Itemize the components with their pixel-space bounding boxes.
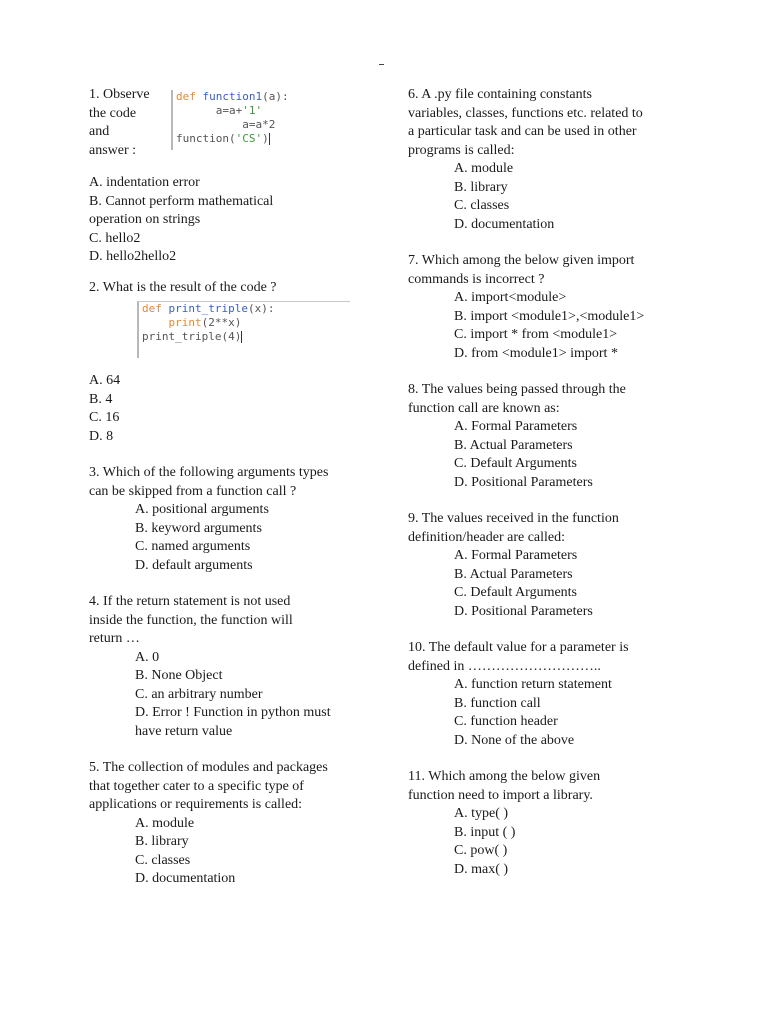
option: A. Formal Parameters [454, 548, 578, 563]
question-10-options [408, 676, 688, 750]
question-2 [89, 279, 379, 447]
question-7 [408, 252, 688, 363]
question-5-text: 5. The collection of modules and packages that together cater to a specific type of applications or requirements is called: [89, 760, 328, 812]
option: C. function header [454, 714, 558, 729]
question-1-options [89, 174, 379, 267]
left-column [89, 86, 379, 907]
code-line: a=a+'1' [215, 104, 263, 117]
option: B. function call [454, 695, 541, 711]
question-3-options [89, 501, 379, 575]
code-line: function('CS') [176, 132, 269, 145]
question-2-options [89, 372, 379, 446]
option: A. positional arguments [135, 502, 269, 517]
question-6-text: 6. A .py file containing constants variables, classes, functions etc. related to a particular task and can be used in other programs is called: [408, 87, 643, 158]
option: B. Actual Parameters [454, 437, 573, 453]
question-3-text: 3. Which of the following arguments types can be skipped from a function call ? [89, 465, 329, 499]
option: B. Cannot perform mathematical [89, 193, 274, 209]
question-1 [89, 86, 379, 267]
option: D. max( ) [454, 861, 509, 877]
option: C. import * from <module1> [454, 327, 618, 342]
question-8-options [408, 418, 688, 492]
question-1-label: 1. Observe the code and answer : [89, 87, 150, 158]
option: B. 4 [89, 391, 113, 407]
option: C. classes [135, 852, 191, 868]
code-line: print_triple(4) [142, 330, 242, 343]
option: A. indentation error [89, 175, 200, 190]
option: D. documentation [135, 871, 236, 886]
option: D. None of the above [454, 732, 575, 748]
option: C. named arguments [135, 539, 251, 554]
option: B. library [135, 834, 189, 849]
question-1-code [171, 90, 289, 150]
option: A. import<module> [454, 290, 567, 305]
option: D. Error ! Function in python must [135, 705, 331, 720]
option: C. classes [454, 198, 510, 213]
option: D. default arguments [135, 557, 253, 573]
question-9-text: 9. The values received in the function definition/header are called: [408, 511, 619, 545]
question-9 [408, 510, 688, 621]
question-11-options [408, 805, 688, 879]
question-5 [89, 759, 379, 889]
question-2-code [137, 301, 350, 358]
question-4-options [89, 649, 379, 742]
question-4 [89, 593, 379, 741]
code-line: def print_triple(x): [142, 302, 275, 315]
option: D. Positional Parameters [454, 474, 593, 490]
option: A. type( ) [454, 806, 509, 821]
option: A. 64 [89, 373, 121, 388]
option: A. module [135, 815, 195, 831]
option: C. an arbitrary number [135, 686, 263, 702]
question-4-text: 4. If the return statement is not used inside the function, the function will return … [89, 594, 293, 646]
code-line: a=a*2 [242, 118, 276, 131]
question-10 [408, 639, 688, 750]
text-cursor-icon [269, 133, 270, 145]
question-8-text: 8. The values being passed through the function call are known as: [408, 382, 626, 416]
option: C. pow( ) [454, 843, 508, 858]
option: B. import <module1>,<module1> [454, 308, 645, 324]
option: B. library [454, 179, 508, 195]
option: operation on strings [89, 212, 201, 227]
question-3 [89, 464, 379, 575]
option: C. Default Arguments [454, 585, 578, 600]
question-9-options [408, 547, 688, 621]
option: D. Positional Parameters [454, 603, 593, 619]
code-line: print(2**x) [168, 316, 242, 329]
question-7-options [408, 289, 688, 363]
option: A. Formal Parameters [454, 419, 578, 434]
option: C. hello2 [89, 230, 141, 246]
option: D. 8 [89, 428, 114, 444]
question-7-text: 7. Which among the below given import commands is incorrect ? [408, 253, 635, 287]
question-10-text: 10. The default value for a parameter is defined in ……………………….. [408, 640, 629, 674]
option: C. 16 [89, 410, 120, 425]
option: C. Default Arguments [454, 456, 578, 471]
option: D. documentation [454, 216, 555, 232]
question-6 [408, 86, 688, 234]
option: A. function return statement [454, 677, 612, 692]
option: A. 0 [135, 649, 160, 665]
option: A. module [454, 161, 514, 176]
option: B. None Object [135, 668, 223, 683]
option: have return value [135, 723, 233, 739]
text-cursor-icon [241, 331, 242, 343]
option: B. Actual Parameters [454, 566, 573, 582]
right-column [408, 86, 688, 897]
question-2-text: 2. What is the result of the code ? [89, 279, 277, 295]
question-5-options [89, 815, 379, 889]
option: D. hello2hello2 [89, 249, 177, 264]
question-11 [408, 768, 688, 879]
code-line: def function1(a): [176, 90, 289, 103]
option: D. from <module1> import * [454, 345, 618, 361]
question-11-text: 11. Which among the below given function need to import a library. [408, 769, 601, 803]
option: B. input ( ) [454, 824, 516, 840]
question-6-options [408, 160, 688, 234]
question-8 [408, 381, 688, 492]
option: B. keyword arguments [135, 520, 262, 536]
top-dash-mark [379, 64, 384, 65]
